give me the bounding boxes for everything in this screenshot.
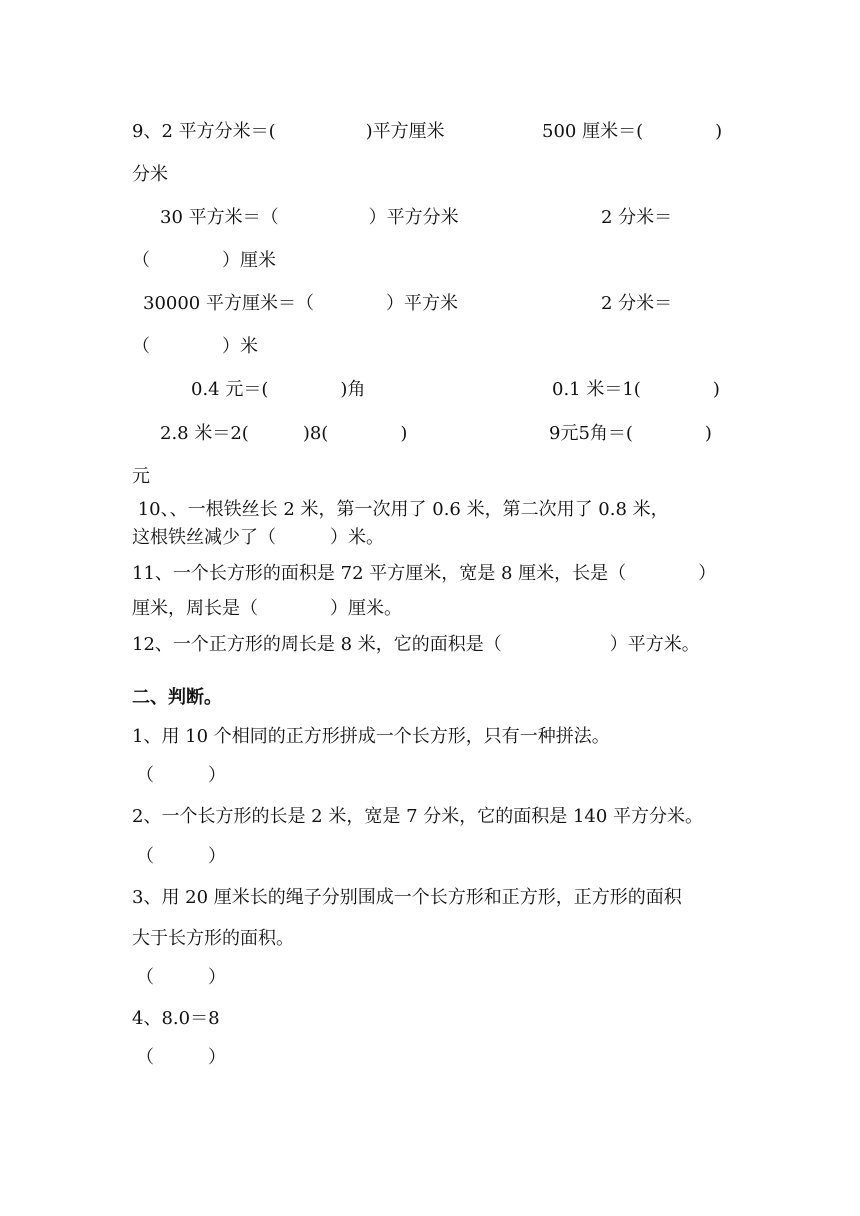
judge-q3-line2: 大于长方形的面积。 (132, 928, 294, 949)
q9-row2-continuation: （ ）厘米 (132, 250, 276, 271)
q11-line1: 11、一个长方形的面积是 72 平方厘米，宽是 8 厘米，长是（ ） (132, 563, 717, 584)
judge-q1: 1、用 10 个相同的正方形拼成一个长方形，只有一种拼法。 (132, 726, 610, 747)
q9-row1-continuation: 分米 (132, 164, 168, 185)
judge-q3-line1: 3、用 20 厘米长的绳子分别围成一个长方形和正方形，正方形的面积 (132, 887, 682, 908)
q10-line2: 这根铁丝减少了（ ）米。 (132, 527, 384, 548)
judge-q2-answer-blank: （ ） (136, 846, 226, 867)
q9-row3-continuation: （ ）米 (132, 336, 258, 357)
q11-line2: 厘米，周长是（ ）厘米。 (132, 598, 402, 619)
q9-row5-continuation: 元 (132, 466, 150, 487)
q9-row5-right: 9元5角＝( ) (549, 423, 712, 444)
q9-row1-left: 9、2 平方分米＝( )平方厘米 (132, 121, 445, 142)
q9-row3-right: 2 分米＝ (601, 293, 673, 314)
q12-line: 12、一个正方形的周长是 8 米，它的面积是（ ）平方米。 (132, 634, 700, 655)
q9-row2-right: 2 分米＝ (601, 207, 673, 228)
judge-q2: 2、一个长方形的长是 2 米，宽是 7 分米，它的面积是 140 平方分米。 (132, 806, 704, 827)
q9-row1-right: 500 厘米＝( ) (542, 121, 723, 142)
judge-q1-answer-blank: （ ） (136, 765, 226, 786)
judge-q3-answer-blank: （ ） (136, 967, 226, 988)
q9-row4-left: 0.4 元＝( )角 (191, 379, 366, 400)
judge-q4: 4、8.0＝8 (132, 1008, 220, 1029)
q9-row3-left: 30000 平方厘米＝（ ）平方米 (143, 293, 458, 314)
q9-row5-left: 2.8 米＝2( )8( ) (160, 423, 408, 444)
q9-row2-left: 30 平方米＝（ ）平方分米 (160, 207, 459, 228)
q9-row4-right: 0.1 米＝1( ) (552, 379, 720, 400)
judge-q4-answer-blank: （ ） (136, 1047, 226, 1068)
q10-line1: 10、、一根铁丝长 2 米，第一次用了 0.6 米，第二次用了 0.8 米， (132, 499, 669, 520)
section-heading-judge: 二、判断。 (132, 687, 222, 708)
